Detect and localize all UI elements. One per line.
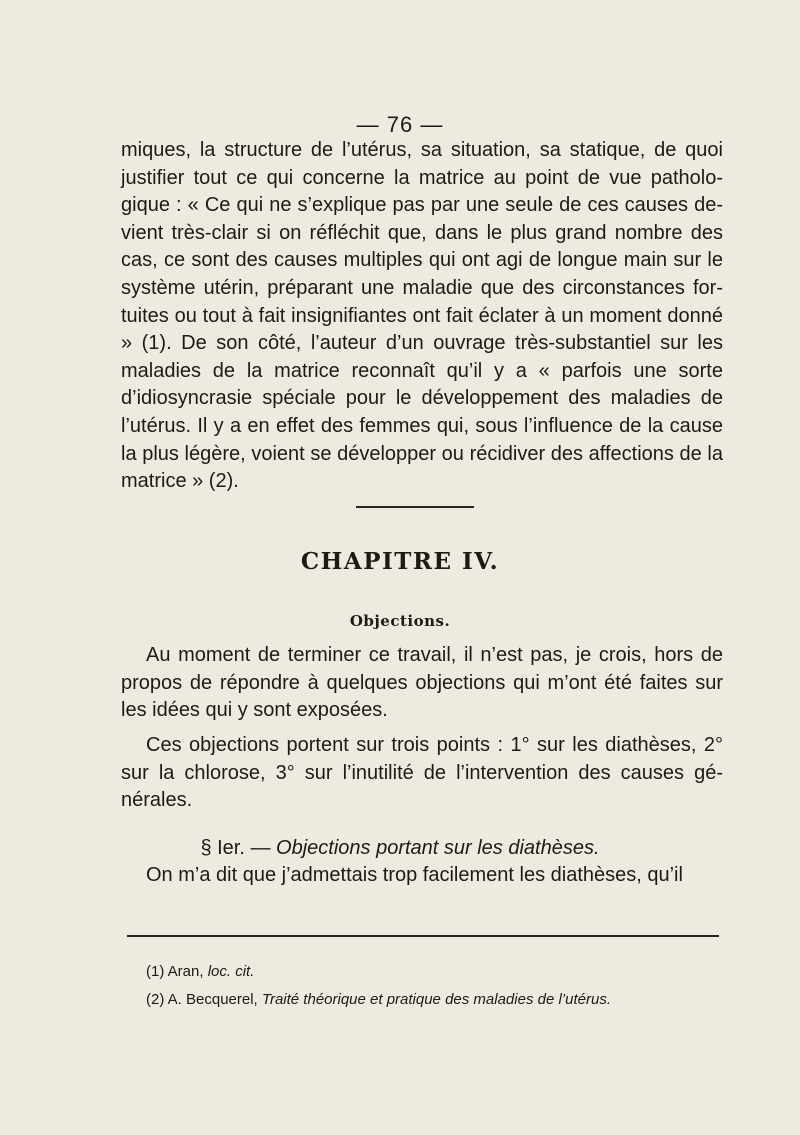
section-title: Objections. [349,612,451,630]
footnote-1-source: (1) Aran, [146,963,204,980]
footnote-1-ref: loc. cit. [207,963,255,980]
subsection-heading [0,837,800,860]
footnote-2 [146,986,726,1014]
subsection-title: Objections portant sur les diathèses. [276,837,600,859]
subsection-mark: § Ier. — [200,837,271,859]
footnote-rule [127,935,719,937]
paragraph-objections-list: Ces objections portent sur trois points : 1° sur les diathèses, 2° sur la chlorose, 3° sur l’inutilité de l’intervention des causes gé- nérales. [121,734,723,812]
paragraph-intro: Au moment de terminer ce travail, il n’est pas, je crois, hors de propos de répondre à quelques objections qui m’ont été faites sur les idées qui y sont exposées. [121,644,723,722]
paragraph-continuation: miques, la structure de l’utérus, sa situation, sa statique, de quoi justifier tout ce qui concerne la matrice au point de vue patholo- gique : « Ce qui ne s’explique pas par une seule de ces causes de- vient très-clair si on réfléchit que, dans le plus grand nombre des cas, ce sont des causes multiples qui ont agi de longue main sur le système utérin, préparant une maladie que des circonstances for- tuites ou tout à fait insignifiantes ont fait éclater à un moment donné » (1). De son côté, l’auteur d’un ouvrage très-substantiel sur les maladies de la matrice reconnaît qu’il y a « parfois une sorte d’idiosyncrasie spéciale pour le développement des maladies de l’utérus. Il y a en effet des femmes qui, sous l’influence de la cause la plus légère, voient se développer ou récidiver des affections de la matrice » (2). [121,139,723,493]
footnotes [146,958,726,1014]
footnote-2-ref: Traité théorique et pratique des maladies de l’utérus. [261,991,611,1008]
chapter-separator-rule [356,506,474,508]
footnote-1 [146,958,726,986]
page-number: — 76 — [356,112,444,137]
footnote-2-source: (2) A. Becquerel, [146,991,258,1008]
paragraph-diatheses: On m’a dit que j’admettais trop facilement les diathèses, qu’il [146,864,683,886]
chapter-title: CHAPITRE IV. [300,548,500,575]
